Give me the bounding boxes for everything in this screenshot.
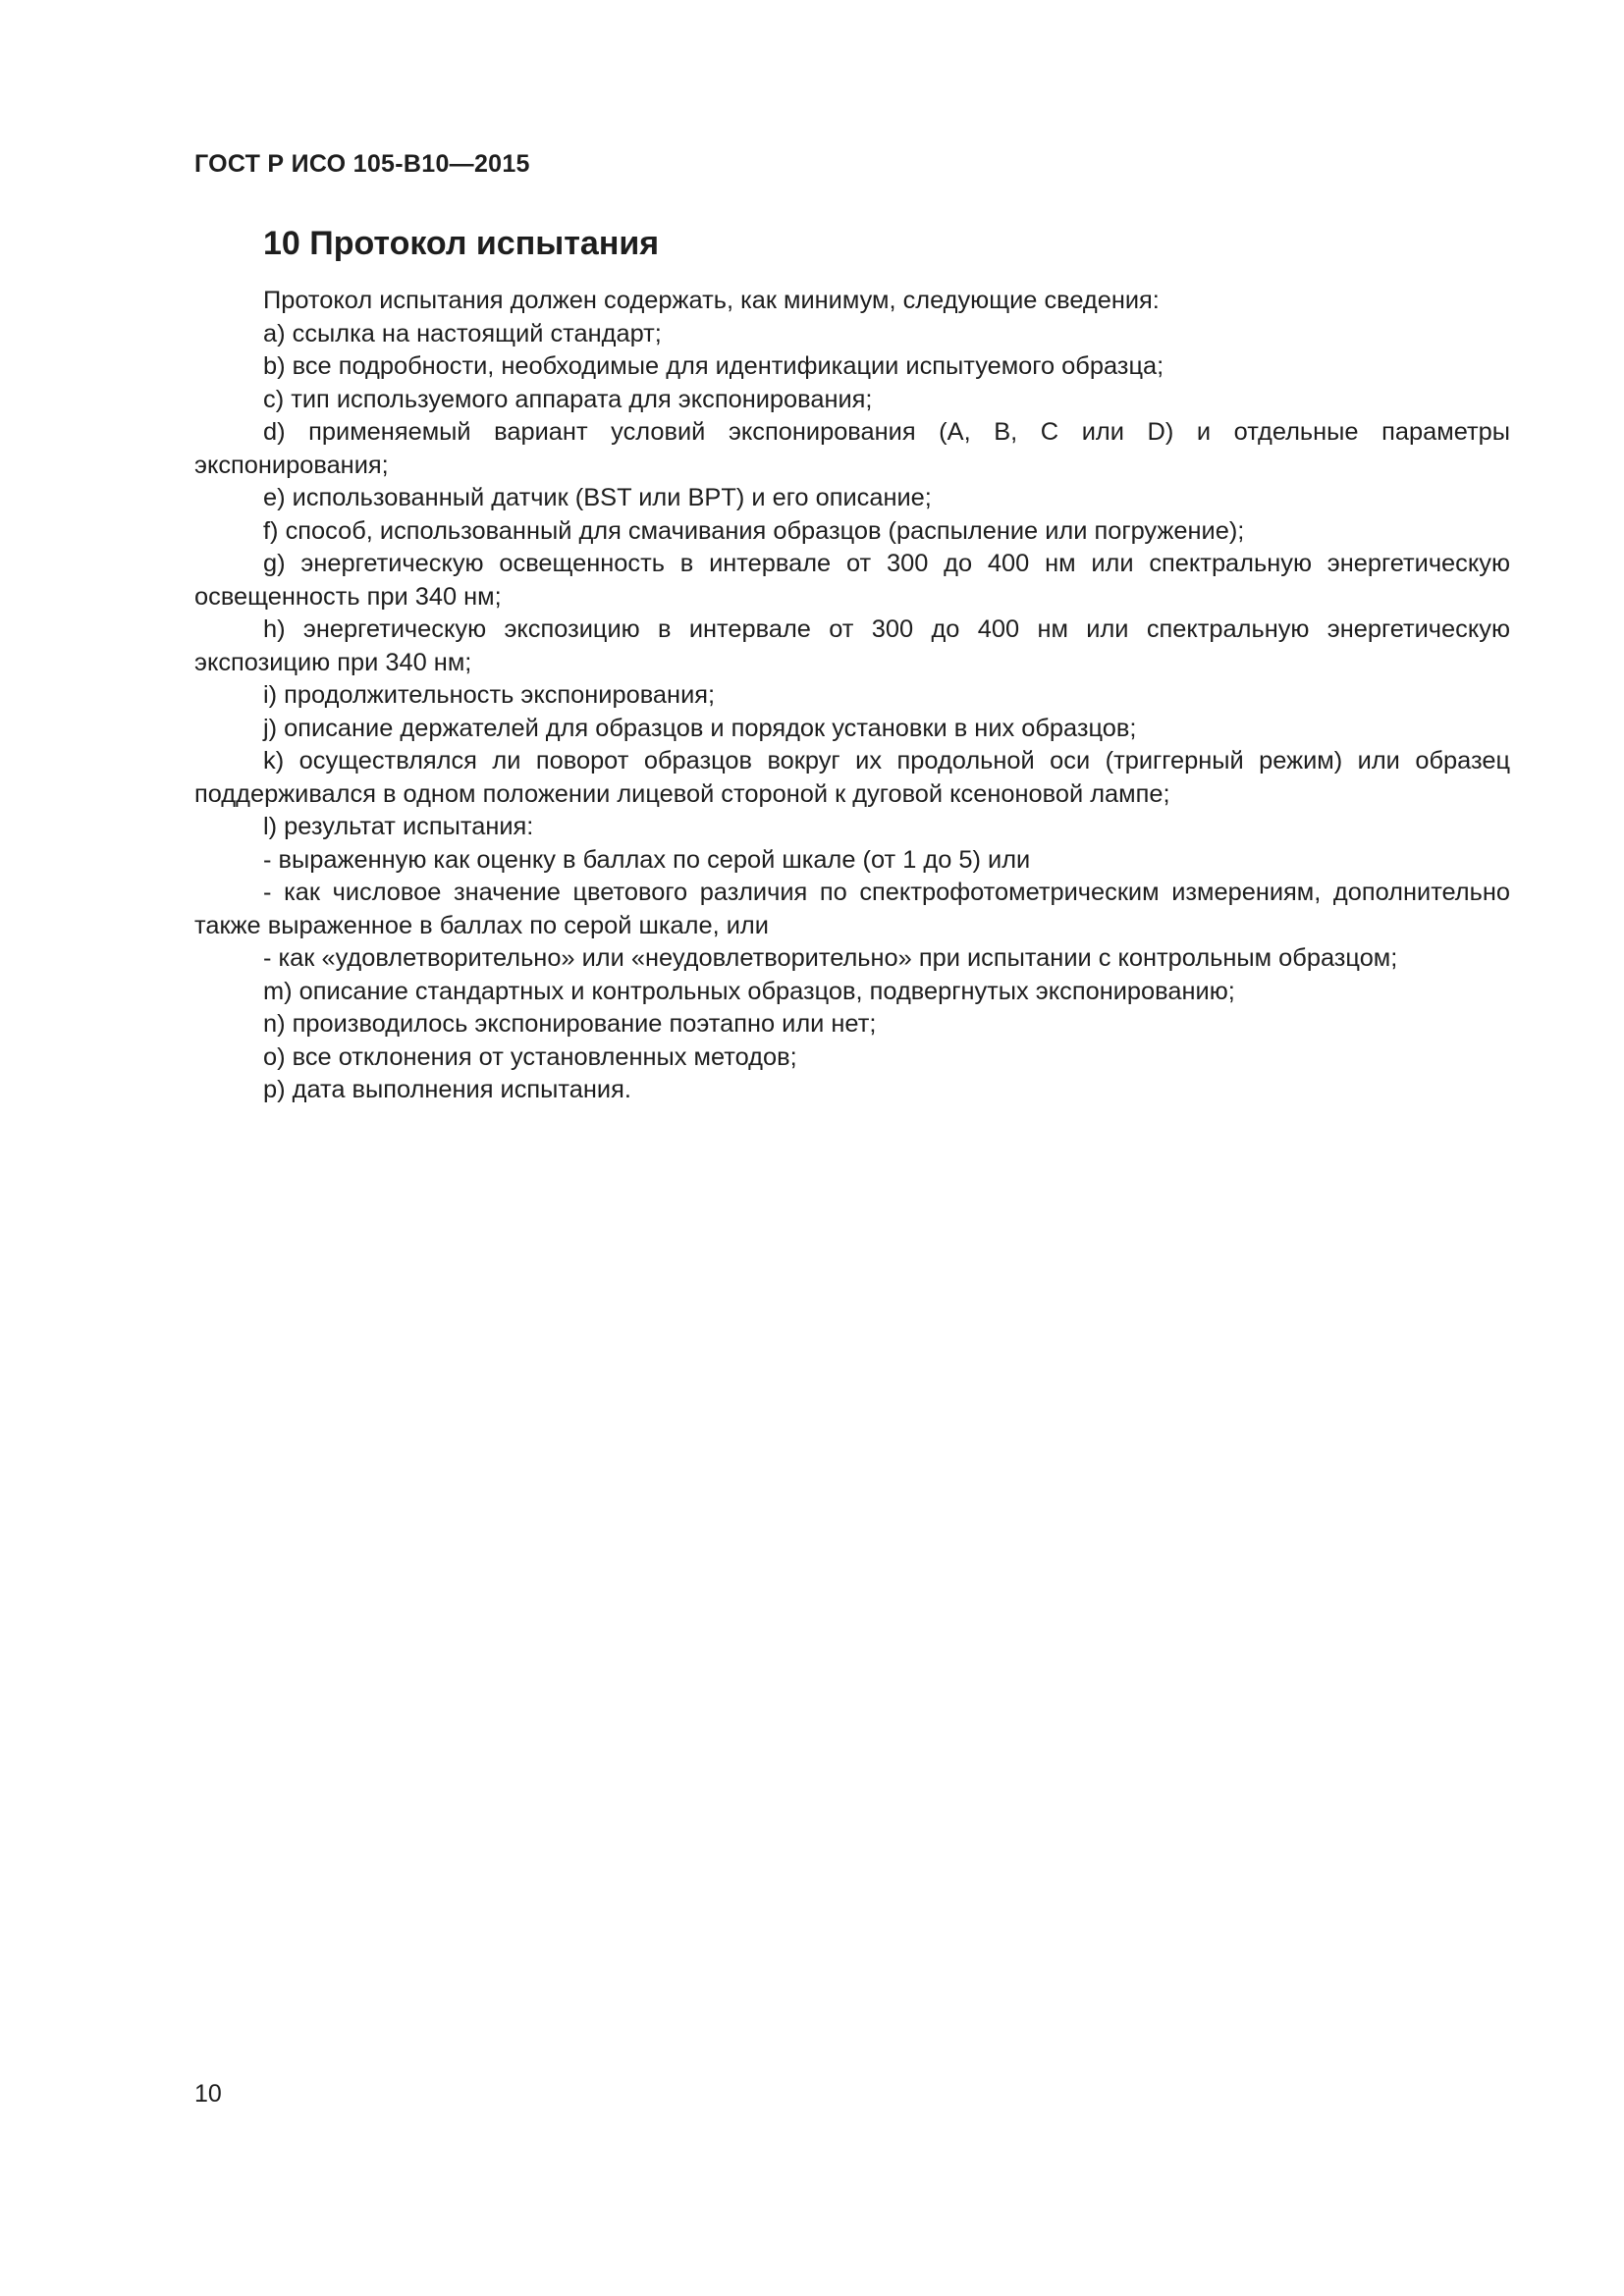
intro-paragraph: Протокол испытания должен содержать, как минимум, следующие сведения: — [263, 287, 1160, 314]
list-item-f: f) способ, использованный для смачивания образцов (распыление или погружение); — [263, 516, 1245, 545]
list-item-d: d) применяемый вариант условий экспонирования (A, B, C или D) и отдельные параметры экспонирования; — [194, 418, 1510, 479]
list-item-l: l) результат испытания: — [263, 813, 534, 840]
list-item-b: b) все подробности, необходимые для идентификации испытуемого образца; — [263, 352, 1164, 380]
list-item-e: e) использованный датчик (BST или BPT) и его описание; — [263, 484, 932, 511]
list-item-g: g) энергетическую освещенность в интервале от 300 до 400 нм или спектральную энергетическую освещенность при 340 нм; — [194, 550, 1510, 611]
page-number: 10 — [194, 2080, 222, 2108]
list-item-k: k) осуществлялся ли поворот образцов вокруг их продольной оси (триггерный режим) или образец поддерживался в одном положении лицевой стороной к дуговой ксеноновой лампе; — [194, 747, 1510, 808]
list-item-j: j) описание держателей для образцов и порядок установки в них образцов; — [263, 714, 1137, 742]
list-item-m: m) описание стандартных и контрольных образцов, подвергнутых экспонированию; — [263, 977, 1235, 1005]
list-item-c: c) тип используемого аппарата для экспонирования; — [263, 385, 873, 413]
section-title: 10 Протокол испытания — [263, 225, 660, 262]
list-item-o: o) все отклонения от установленных методов; — [263, 1042, 797, 1071]
list-item-a: a) ссылка на настоящий стандарт; — [263, 319, 662, 347]
list-item-h: h) энергетическую экспозицию в интервале от 300 до 400 нм или спектральную энергетическую экспозицию при 340 нм; — [194, 615, 1510, 676]
list-item-n: n) производилось экспонирование поэтапно или нет; — [263, 1010, 877, 1038]
list-item-i: i) продолжительность экспонирования; — [263, 681, 716, 709]
sub-item-colour-difference: - как числовое значение цветового различия по спектрофотометрическим измерениям, дополнительно также выраженное в баллах по серой шкале, или — [194, 879, 1510, 939]
document-header: ГОСТ Р ИСО 105-В10—2015 — [194, 150, 530, 178]
list-item-p: p) дата выполнения испытания. — [263, 1076, 631, 1103]
section-body — [194, 285, 1510, 1107]
sub-item-pass-fail: - как «удовлетворительно» или «неудовлетворительно» при испытании с контрольным образцом; — [263, 944, 1398, 972]
sub-item-grey-scale: - выраженную как оценку в баллах по серой шкале (от 1 до 5) или — [263, 845, 1031, 874]
